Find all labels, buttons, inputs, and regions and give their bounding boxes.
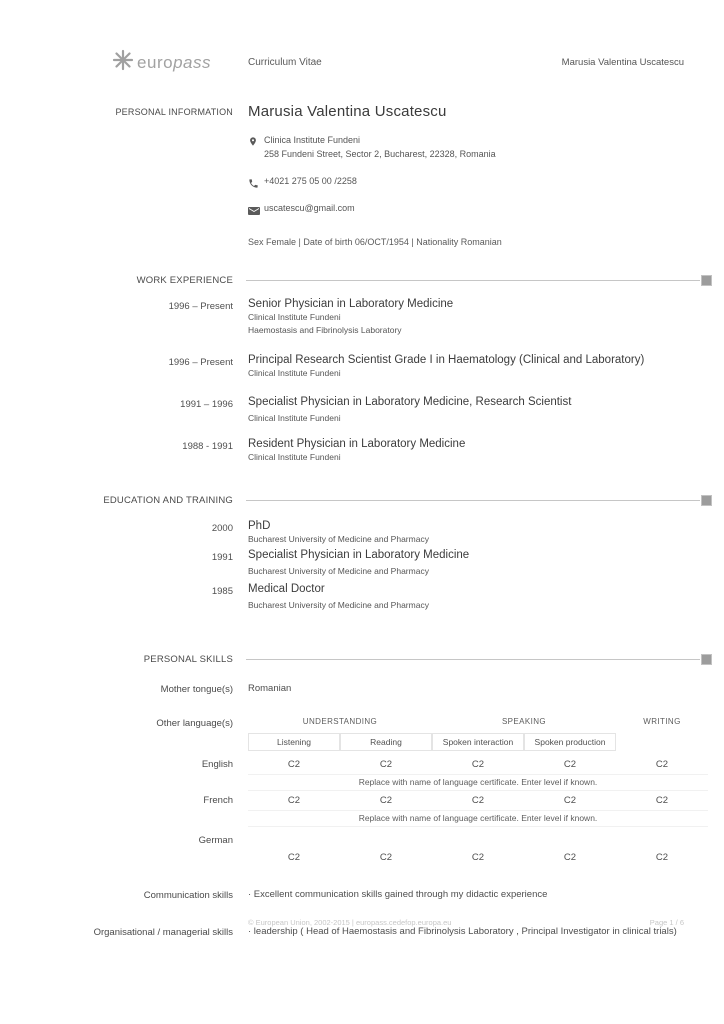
level-cell: C2 <box>379 851 393 863</box>
page-footer <box>248 918 684 927</box>
education-entry-detail: Bucharest University of Medicine and Pharmacy <box>248 533 429 544</box>
work-entry <box>0 354 724 379</box>
header-name: Marusia Valentina Uscatescu <box>561 57 684 68</box>
language-name: German <box>198 834 233 846</box>
level-cell: C2 <box>616 755 708 775</box>
level-cell: C2 <box>340 755 432 775</box>
level-cell: C2 <box>340 791 432 811</box>
europass-star-icon <box>111 48 135 77</box>
col-header-spoken-production: Spoken production <box>524 733 616 751</box>
email-row <box>248 202 710 221</box>
work-entry-title: Senior Physician in Laboratory Medicine <box>248 298 454 310</box>
section-rule <box>246 495 712 506</box>
level-cell: C2 <box>655 851 669 863</box>
group-header-speaking: SPEAKING <box>501 716 547 726</box>
col-header-empty <box>616 733 708 751</box>
organisational-skills-text: · leadership ( Head of Haemostasis and Fibrinolysis Laboratory , Principal Investigator in clinical trials) <box>248 925 677 937</box>
certificate-note: Replace with name of language certificate. Enter level if known. <box>248 775 708 791</box>
organisational-skills-label: Organisational / managerial skills <box>93 926 233 938</box>
level-cell: C2 <box>432 791 524 811</box>
group-header-understanding: UNDERSTANDING <box>302 716 378 726</box>
language-row-french <box>0 791 724 827</box>
logo-euro: euro <box>137 52 174 72</box>
other-languages-row <box>0 717 724 751</box>
level-cell: C2 <box>287 851 301 863</box>
level-cell: C2 <box>248 755 340 775</box>
address-row <box>248 134 710 161</box>
section-rule-square <box>701 495 712 506</box>
education-heading <box>0 495 724 506</box>
certificate-note: Replace with name of language certificate. Enter level if known. <box>248 811 708 827</box>
level-cell: C2 <box>432 755 524 775</box>
work-entry-period: 1988 - 1991 <box>182 441 233 453</box>
language-levels <box>248 791 708 811</box>
section-rule <box>246 275 712 286</box>
personal-information-section <box>0 103 724 247</box>
address-text <box>264 134 496 161</box>
language-name: French <box>203 794 233 806</box>
work-entry-period: 1991 – 1996 <box>180 398 233 410</box>
education-entry <box>0 583 724 611</box>
work-entry <box>0 438 724 463</box>
level-cell: C2 <box>524 755 616 775</box>
email-icon <box>248 202 264 221</box>
language-table-group-headers <box>248 717 708 726</box>
education-entry-period: 2000 <box>211 522 233 534</box>
work-entry-detail: Clinical Institute Fundeni <box>248 312 341 322</box>
education-label: EDUCATION AND TRAINING <box>103 494 233 506</box>
education-entry-detail: Bucharest University of Medicine and Pharmacy <box>248 565 429 576</box>
work-entry-period: 1996 – Present <box>168 301 233 312</box>
section-rule-square <box>701 654 712 665</box>
work-entry-period: 1996 – Present <box>168 356 233 368</box>
communication-skills-text: · Excellent communication skills gained through my didactic experience <box>248 888 548 900</box>
language-table-column-headers <box>248 733 708 751</box>
phone-row <box>248 175 710 194</box>
other-languages-label: Other language(s) <box>156 717 233 729</box>
mother-tongue-value: Romanian <box>248 682 292 694</box>
language-levels <box>248 755 708 775</box>
organisational-skills-row <box>0 926 724 938</box>
communication-skills-row <box>0 889 724 901</box>
mother-tongue-label: Mother tongue(s) <box>160 683 233 695</box>
group-header-writing: WRITING <box>643 716 681 726</box>
europass-logo-text <box>137 53 211 73</box>
phone-icon <box>248 175 264 194</box>
address-line-1: Clinica Institute Fundeni <box>264 135 361 145</box>
personal-skills-heading <box>0 654 724 665</box>
work-entry-title: Principal Research Scientist Grade I in Haematology (Clinical and Laboratory) <box>248 353 645 366</box>
personal-information-label: PERSONAL INFORMATION <box>115 107 233 117</box>
personal-skills-label: PERSONAL SKILLS <box>143 653 233 665</box>
sex-birth-nationality: Sex Female | Date of birth 06/OCT/1954 | Nationality Romanian <box>248 237 502 247</box>
work-entry <box>0 396 724 424</box>
communication-skills-label: Communication skills <box>143 889 233 901</box>
section-rule <box>246 654 712 665</box>
level-cell: C2 <box>471 851 485 863</box>
page-header <box>0 0 724 77</box>
education-entry-detail: Bucharest University of Medicine and Pharmacy <box>248 600 429 611</box>
europass-logo <box>0 48 233 77</box>
work-entry-detail: Clinical Institute Fundeni <box>248 412 341 423</box>
section-rule-square <box>701 275 712 286</box>
education-entry-title: PhD <box>248 519 271 532</box>
logo-pass: pass <box>173 52 211 72</box>
language-levels <box>248 848 708 867</box>
col-header-listening: Listening <box>248 733 340 751</box>
education-entry <box>0 549 724 577</box>
level-cell: C2 <box>616 791 708 811</box>
level-cell: C2 <box>248 791 340 811</box>
level-cell: C2 <box>524 791 616 811</box>
education-entry <box>0 520 724 545</box>
language-name: English <box>201 758 233 770</box>
language-row-english <box>0 755 724 791</box>
education-entry-period: 1991 <box>211 551 233 563</box>
work-entry-title: Resident Physician in Laboratory Medicine <box>248 438 466 451</box>
work-entry-detail: Haemostasis and Fibrinolysis Laboratory <box>248 325 402 336</box>
col-header-spoken-interaction: Spoken interaction <box>432 733 524 751</box>
address-line-2: 258 Fundeni Street, Sector 2, Bucharest, 22328, Romania <box>264 148 496 159</box>
work-entry-title: Specialist Physician in Laboratory Medicine, Research Scientist <box>248 395 572 408</box>
work-entry-detail: Clinical Institute Fundeni <box>248 367 341 378</box>
education-entry-title: Medical Doctor <box>248 583 325 596</box>
education-entry-title: Specialist Physician in Laboratory Medicine <box>248 548 470 561</box>
work-experience-label: WORK EXPERIENCE <box>136 275 233 286</box>
education-entry-period: 1985 <box>211 586 233 598</box>
col-header-reading: Reading <box>340 733 432 751</box>
language-row-german <box>0 835 724 867</box>
footer-page-number: Page 1 / 6 <box>649 918 684 927</box>
work-entry-detail: Clinical Institute Fundeni <box>248 452 341 463</box>
work-experience-heading <box>0 275 724 286</box>
phone-number: +4021 275 05 00 /2258 <box>264 176 357 186</box>
mother-tongue-row <box>0 683 724 695</box>
level-cell: C2 <box>563 851 577 863</box>
person-name: Marusia Valentina Uscatescu <box>248 103 447 120</box>
footer-copyright: © European Union, 2002-2015 | europass.cedefop.europa.eu <box>248 918 452 927</box>
work-entry <box>0 298 724 337</box>
location-pin-icon <box>248 134 264 153</box>
email-address: uscatescu@gmail.com <box>264 203 355 213</box>
document-type: Curriculum Vitae <box>248 57 322 68</box>
